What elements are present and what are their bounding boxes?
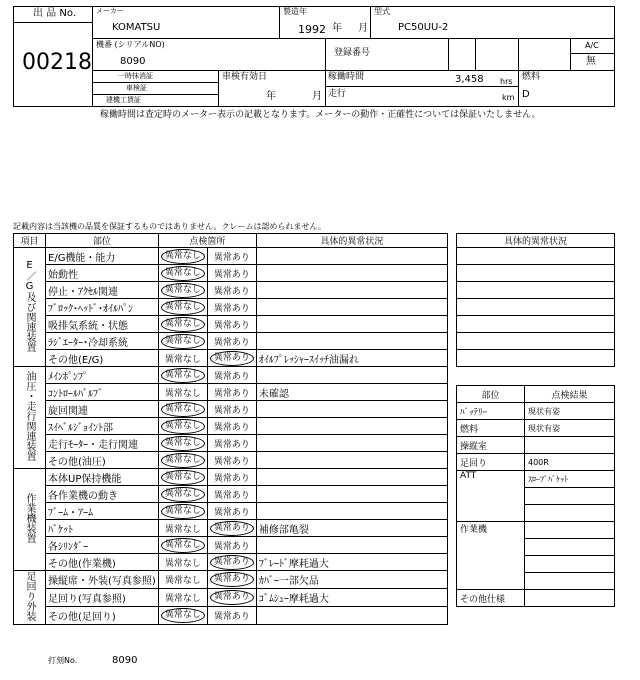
group-label: 作業機装置 bbox=[24, 493, 35, 543]
results-part: ATT bbox=[457, 471, 525, 522]
results-blank bbox=[525, 590, 615, 607]
col-check-header: 点検箇所 bbox=[158, 234, 256, 248]
inspection-row bbox=[14, 350, 448, 367]
lot-label: 出 品 No. bbox=[33, 8, 76, 19]
no-issue-mark: 異常なし bbox=[164, 558, 201, 569]
inspection-row bbox=[14, 503, 448, 520]
mileage-label: 走行 bbox=[328, 89, 347, 99]
results-blank bbox=[525, 556, 615, 573]
detail-cell bbox=[256, 486, 447, 503]
inspection-row bbox=[14, 367, 448, 384]
part-label: ﾒｲﾝﾎﾟﾝﾌﾟ bbox=[46, 367, 159, 384]
month-unit: 月 bbox=[358, 23, 368, 34]
registration-label: 登録番号 bbox=[334, 48, 371, 58]
issue-mark: 異常あり bbox=[213, 507, 250, 518]
issue-mark: 異常あり bbox=[213, 490, 250, 501]
results-blank bbox=[525, 539, 615, 556]
inspection-row bbox=[14, 265, 448, 282]
inspection-row bbox=[14, 554, 448, 571]
issue-mark: 異常あり bbox=[213, 422, 250, 433]
results-row bbox=[457, 454, 615, 471]
issue-mark: 異常あり bbox=[213, 337, 250, 348]
issue-mark: 異常あり bbox=[210, 351, 254, 366]
issue-mark: 異常あり bbox=[213, 473, 250, 484]
hours-unit: hrs bbox=[500, 77, 513, 86]
no-issue-mark: 異常なし bbox=[161, 608, 205, 623]
side-detail-header: 具体的異常状況 bbox=[457, 234, 615, 248]
detail-cell bbox=[256, 299, 447, 316]
year-unit: 年 bbox=[332, 23, 342, 34]
results-value: 現状有姿 bbox=[525, 403, 615, 420]
detail-cell: ﾌﾞﾚｰﾄﾞ摩耗過大 bbox=[256, 554, 447, 571]
part-label: 足回り(写真参照) bbox=[46, 589, 159, 607]
inspection-row bbox=[14, 486, 448, 503]
inspection-row bbox=[14, 248, 448, 265]
stamp-value: 8090 bbox=[112, 655, 138, 666]
group-label: E／G及び関連装置 bbox=[24, 259, 35, 352]
issue-mark: 異常あり bbox=[213, 456, 250, 467]
no-issue-mark: 異常なし bbox=[161, 402, 205, 417]
detail-cell bbox=[256, 418, 447, 435]
part-label: ﾌﾞｰﾑ・ｱｰﾑ bbox=[46, 503, 159, 520]
issue-mark: 異常あり bbox=[213, 269, 250, 280]
results-blank bbox=[525, 522, 615, 539]
group-label: 油圧・走行関連装置 bbox=[24, 371, 35, 461]
stamp-label: 打刻No. bbox=[48, 656, 78, 665]
no-issue-mark: 異常なし bbox=[164, 354, 201, 365]
issue-mark: 異常あり bbox=[213, 541, 250, 552]
inspection-row bbox=[14, 333, 448, 350]
results-row bbox=[457, 420, 615, 437]
issue-mark: 異常あり bbox=[213, 252, 250, 263]
results-result-header: 点検結果 bbox=[525, 386, 615, 403]
results-part: 燃料 bbox=[457, 420, 525, 437]
maker-label: メーカー bbox=[96, 7, 124, 15]
col-part-header: 部位 bbox=[46, 234, 159, 248]
results-blank bbox=[525, 505, 615, 522]
inspection-row bbox=[14, 299, 448, 316]
inspection-row bbox=[14, 384, 448, 401]
no-issue-mark: 異常なし bbox=[161, 419, 205, 434]
inspection-row bbox=[14, 537, 448, 554]
detail-cell: 補修部亀裂 bbox=[256, 520, 447, 537]
maker-value: KOMATSU bbox=[112, 22, 161, 33]
expiry-month-unit: 月 bbox=[312, 91, 322, 102]
part-label: ｺﾝﾄﾛｰﾙﾊﾞﾙﾌﾞ bbox=[46, 384, 159, 401]
part-label: ｽｲﾍﾞﾙｼﾞｮｲﾝﾄ部 bbox=[46, 418, 159, 435]
detail-cell bbox=[256, 282, 447, 299]
no-issue-mark: 異常なし bbox=[161, 300, 205, 315]
inspection-row bbox=[14, 607, 448, 625]
detail-cell bbox=[256, 503, 447, 520]
model-label: 型式 bbox=[374, 7, 390, 16]
results-blank bbox=[525, 573, 615, 590]
no-issue-mark: 異常なし bbox=[161, 334, 205, 349]
detail-cell: ｵｲﾙﾌﾟﾚｯｼｬｰｽｲｯﾁ油漏れ bbox=[256, 350, 447, 367]
no-issue-mark: 異常なし bbox=[161, 538, 205, 553]
issue-mark: 異常あり bbox=[213, 303, 250, 314]
issue-mark: 異常あり bbox=[213, 286, 250, 297]
detail-cell bbox=[256, 248, 447, 265]
no-issue-mark: 異常なし bbox=[161, 470, 205, 485]
issue-mark: 異常あり bbox=[210, 521, 254, 536]
detail-cell: ｺﾞﾑｼｭｰ摩耗過大 bbox=[256, 589, 447, 607]
fuel-value: D bbox=[522, 89, 530, 100]
issue-mark: 異常あり bbox=[213, 405, 250, 416]
issue-mark: 異常あり bbox=[213, 612, 250, 622]
inspection-row bbox=[14, 571, 448, 589]
issue-mark: 異常あり bbox=[213, 439, 250, 450]
results-part: 操縦室 bbox=[457, 437, 525, 454]
results-value: 現状有姿 bbox=[525, 420, 615, 437]
no-issue-mark: 異常なし bbox=[161, 436, 205, 451]
detail-cell bbox=[256, 333, 447, 350]
detail-cell bbox=[256, 537, 447, 554]
no-issue-mark: 異常なし bbox=[164, 576, 201, 586]
year-label: 製造年 bbox=[283, 7, 307, 16]
part-label: E/G機能・能力 bbox=[46, 248, 159, 265]
part-label: その他(作業機) bbox=[46, 554, 159, 571]
results-part: ﾊﾞｯﾃﾘｰ bbox=[457, 403, 525, 420]
km-unit: km bbox=[502, 93, 515, 102]
other-spec-label: その他仕様 bbox=[457, 590, 525, 607]
issue-mark: 異常あり bbox=[213, 371, 250, 382]
detail-cell: 未確認 bbox=[256, 384, 447, 401]
part-label: ﾌﾞﾛｯｸ･ﾍｯﾄﾞ･ｵｲﾙﾊﾟﾝ bbox=[46, 299, 159, 316]
serial-label: 機番 (シリアルNO) bbox=[96, 40, 165, 49]
construction-cert-label: 建機工賃証 bbox=[106, 96, 141, 104]
work-equipment-label: 作業機 bbox=[457, 522, 525, 590]
hours-note: 稼働時間は査定時のメーター表示の記載となります。メーターの動作・正確性については保証いたしません。 bbox=[100, 110, 541, 120]
inspection-row bbox=[14, 469, 448, 486]
results-part-header: 部位 bbox=[457, 386, 525, 403]
part-label: 吸排気系統・状態 bbox=[46, 316, 159, 333]
part-label: 操縦席・外装(写真参照) bbox=[46, 571, 159, 589]
col-item-header: 項目 bbox=[14, 234, 46, 248]
no-issue-mark: 異常なし bbox=[161, 266, 205, 281]
issue-mark: 異常あり bbox=[210, 555, 254, 570]
results-value: ｽﾛｰﾌﾟﾊﾞｹｯﾄ bbox=[525, 471, 615, 488]
results-table bbox=[456, 385, 615, 607]
side-detail-cell bbox=[457, 299, 615, 316]
issue-mark: 異常あり bbox=[213, 320, 250, 331]
operating-hours-label: 稼働時間 bbox=[328, 72, 365, 82]
side-detail-cell bbox=[457, 265, 615, 282]
no-issue-mark: 異常なし bbox=[161, 317, 205, 332]
no-issue-mark: 異常なし bbox=[161, 487, 205, 502]
issue-mark: 異常あり bbox=[213, 388, 250, 399]
inspection-row bbox=[14, 589, 448, 607]
part-label: 走行ﾓｰﾀｰ・走行関連 bbox=[46, 435, 159, 452]
part-label: その他(E/G) bbox=[46, 350, 159, 367]
results-row bbox=[457, 471, 615, 488]
detail-cell bbox=[256, 401, 447, 418]
part-label: 本体UP保持機能 bbox=[46, 469, 159, 486]
part-label: 旋回関連 bbox=[46, 401, 159, 418]
fuel-label: 燃料 bbox=[522, 72, 541, 82]
no-issue-mark: 異常なし bbox=[161, 249, 205, 264]
inspection-table bbox=[13, 233, 448, 625]
col-detail-header: 具体的異常状況 bbox=[256, 234, 447, 248]
model-value: PC50UU-2 bbox=[398, 22, 449, 33]
vehicle-cert-label: 車検証 bbox=[126, 84, 147, 92]
detail-cell bbox=[256, 469, 447, 486]
side-detail-table bbox=[456, 233, 615, 367]
inspection-row bbox=[14, 418, 448, 435]
results-value bbox=[525, 437, 615, 454]
inspection-row bbox=[14, 452, 448, 469]
no-issue-mark: 異常なし bbox=[161, 453, 205, 468]
issue-mark: 異常あり bbox=[210, 590, 254, 605]
results-row bbox=[457, 437, 615, 454]
year-value: 1992 bbox=[298, 23, 326, 36]
detail-cell bbox=[256, 452, 447, 469]
side-detail-cell bbox=[457, 333, 615, 350]
no-issue-mark: 異常なし bbox=[164, 388, 201, 399]
inspection-row bbox=[14, 520, 448, 537]
part-label: 停止・ｱｸｾﾙ関連 bbox=[46, 282, 159, 299]
inspection-row bbox=[14, 282, 448, 299]
results-blank bbox=[525, 488, 615, 505]
side-detail-cell bbox=[457, 350, 615, 367]
inspection-row bbox=[14, 316, 448, 333]
detail-cell bbox=[256, 367, 447, 384]
detail-cell bbox=[256, 265, 447, 282]
no-issue-mark: 異常なし bbox=[164, 524, 201, 535]
ac-value: 無 bbox=[586, 56, 596, 67]
results-row bbox=[457, 403, 615, 420]
part-label: ﾊﾞｹｯﾄ bbox=[46, 520, 159, 537]
part-label: その他(油圧) bbox=[46, 452, 159, 469]
side-detail-cell bbox=[457, 248, 615, 265]
inspection-expiry-label: 車検有効日 bbox=[222, 72, 268, 82]
part-label: 各作業機の動き bbox=[46, 486, 159, 503]
no-issue-mark: 異常なし bbox=[161, 283, 205, 298]
no-issue-mark: 異常なし bbox=[161, 504, 205, 519]
group-label: 足回り外装 bbox=[24, 571, 35, 621]
detail-cell bbox=[256, 607, 447, 625]
inspection-row bbox=[14, 435, 448, 452]
part-label: その他(足回り) bbox=[46, 607, 159, 625]
operating-hours-value: 3,458 bbox=[455, 74, 484, 85]
no-issue-mark: 異常なし bbox=[164, 594, 201, 604]
detail-cell bbox=[256, 316, 447, 333]
side-detail-cell bbox=[457, 282, 615, 299]
detail-cell: ｶﾊﾞｰ一部欠品 bbox=[256, 571, 447, 589]
lot-number: 00218 bbox=[22, 50, 92, 75]
serial-value: 8090 bbox=[120, 56, 146, 67]
side-detail-cell bbox=[457, 316, 615, 333]
results-value: 400R bbox=[525, 454, 615, 471]
ac-label: A/C bbox=[585, 41, 599, 50]
results-part: 足回り bbox=[457, 454, 525, 471]
issue-mark: 異常あり bbox=[210, 572, 254, 587]
part-label: 各ｼﾘﾝﾀﾞｰ bbox=[46, 537, 159, 554]
no-issue-mark: 異常なし bbox=[161, 368, 205, 383]
temp-permit-label: 一時抹消証 bbox=[118, 72, 153, 80]
part-label: ﾗｼﾞｴｰﾀｰ･冷却系統 bbox=[46, 333, 159, 350]
inspection-row bbox=[14, 401, 448, 418]
disclaimer: 記載内容は当該機の品質を保証するものではありません。クレームは認められません。 bbox=[13, 222, 326, 231]
part-label: 始動性 bbox=[46, 265, 159, 282]
detail-cell bbox=[256, 435, 447, 452]
expiry-year-unit: 年 bbox=[266, 91, 276, 102]
